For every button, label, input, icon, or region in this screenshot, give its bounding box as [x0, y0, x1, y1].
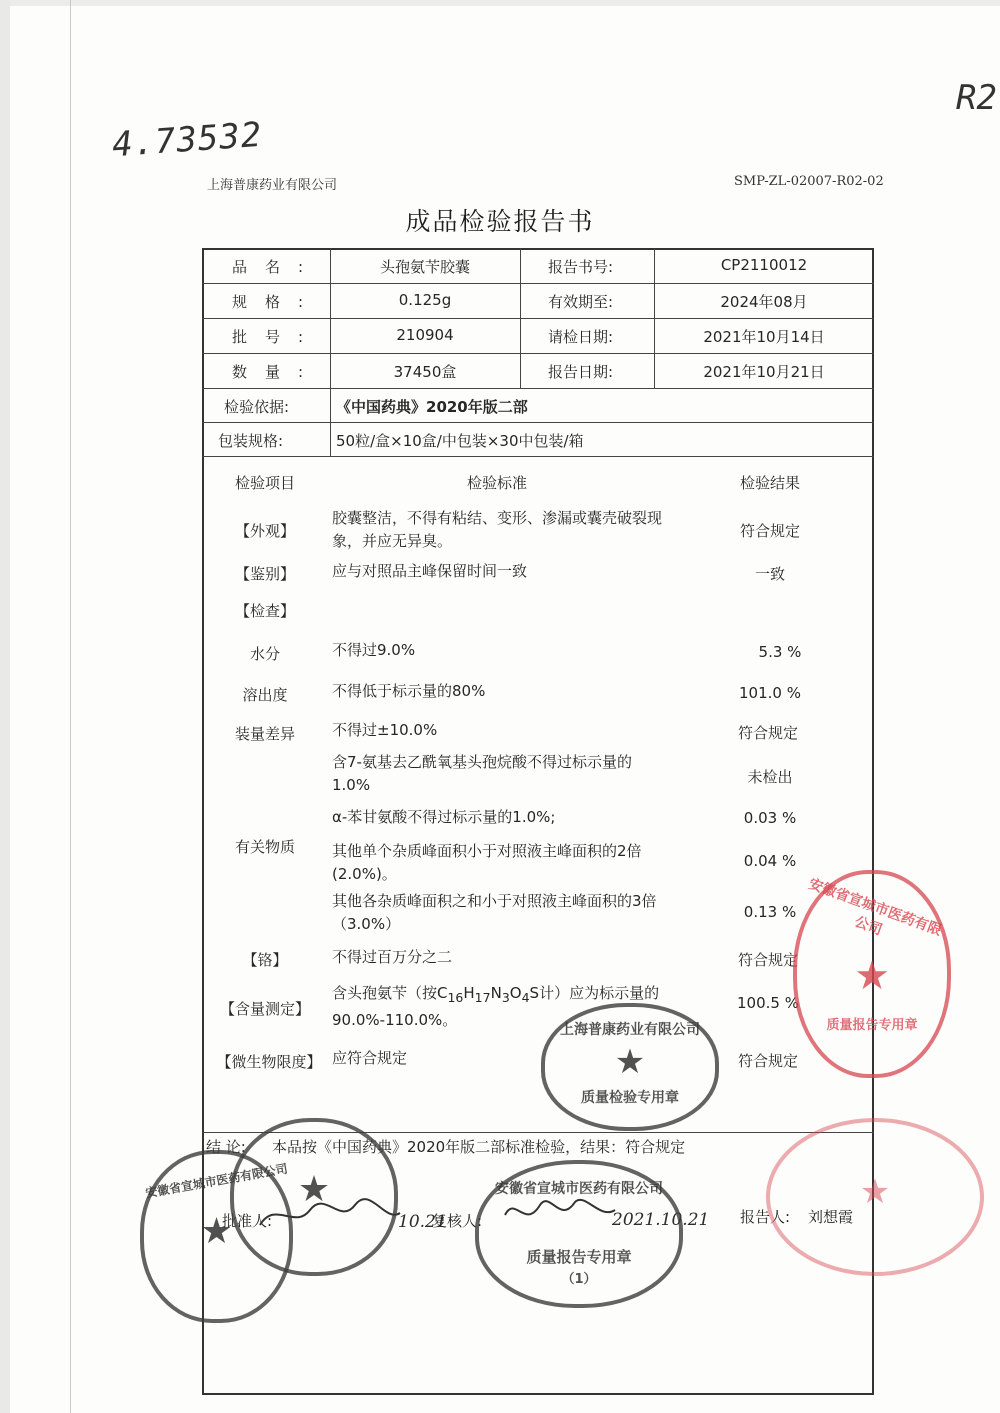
grid-line	[202, 388, 874, 389]
qc-stamp-purpose: 质量检验专用章	[581, 1090, 679, 1106]
red-stamp-company: 安徽省宣城市医药有限公司	[806, 876, 944, 940]
test-result-chromium: 符合规定	[737, 951, 798, 969]
request-date-value: 2021年10月14日	[703, 328, 825, 346]
document-number: SMP-ZL-02007-R02-02	[734, 174, 884, 189]
report-date-value: 2021年10月21日	[703, 363, 825, 381]
test-item-related-substances: 有关物质	[234, 838, 295, 856]
lower-left-stamp-company: 安徽省宣城市医药有限公司	[144, 1161, 289, 1201]
batch-value: 210904	[396, 326, 454, 344]
assay-standard-suffix: 计）应为标示量的90.0%-110.0%。	[332, 984, 660, 1029]
test-item-identification: 【鉴别】	[234, 565, 295, 583]
report-date-label: 报告日期:	[548, 363, 614, 381]
grid-line	[202, 353, 874, 354]
test-standard-related-3: 其他单个杂质峰面积小于对照液主峰面积的2倍(2.0%)。	[332, 842, 642, 883]
handwritten-number: 4.73532	[110, 114, 264, 166]
grid-line	[202, 283, 874, 284]
packaging-value: 50粒/盒×10盒/中包装×30中包装/箱	[336, 432, 584, 450]
test-result-related-3: 0.04 %	[743, 852, 797, 870]
test-result-fill-variation: 符合规定	[737, 724, 798, 742]
formula-c-count: 16	[447, 990, 464, 1005]
test-standard-assay: 含头孢氨苄（按$C_{16}H_{17}N_3O_4S$计）应为标示量的90.0%-110.0%。	[332, 984, 660, 1029]
grid-line	[520, 248, 521, 388]
test-result-identification: 一致	[754, 565, 785, 583]
qc-stamp-company: 上海普康药业有限公司	[560, 1022, 700, 1038]
star-icon: ★	[859, 1172, 891, 1212]
test-item-chromium: 【铬】	[242, 951, 288, 969]
scan-edge-top	[0, 0, 1000, 6]
lower-left-overlap-stamp	[230, 1118, 398, 1276]
test-result-related-2: 0.03 %	[743, 809, 797, 827]
company-name: 上海普康药业有限公司	[207, 178, 338, 193]
lower-right-faint-stamp	[766, 1118, 984, 1276]
validity-value: 2024年08月	[720, 293, 808, 311]
star-icon: ★	[297, 1169, 331, 1210]
test-item-check: 【检查】	[234, 602, 295, 620]
spec-label: 规格:	[232, 293, 322, 311]
test-item-microbial: 【微生物限度】	[216, 1053, 322, 1071]
test-standard-related-2: α-苯甘氨酸不得过标示量的1.0%;	[332, 808, 556, 826]
grid-line	[330, 248, 331, 456]
test-standard-water: 不得过9.0%	[332, 641, 416, 659]
test-item-fill-variation: 装量差异	[234, 725, 295, 743]
test-standard-microbial: 应符合规定	[332, 1049, 408, 1067]
batch-label: 批号:	[232, 328, 322, 346]
test-result-related-1: 未检出	[747, 768, 793, 786]
report-no-value: CP2110012	[720, 256, 808, 274]
test-item-appearance: 【外观】	[234, 522, 295, 540]
test-item-assay: 【含量测定】	[219, 1000, 310, 1018]
formula-n-count: 3	[501, 990, 510, 1005]
tests-header-standard: 检验标准	[466, 474, 527, 492]
star-icon: ★	[200, 1211, 233, 1252]
formula-o-count: 4	[521, 990, 530, 1005]
tests-header-result: 检验结果	[739, 474, 800, 492]
report-no-label: 报告书号:	[548, 258, 614, 276]
basis-value: 《中国药典》2020年版二部	[336, 398, 528, 416]
xuancheng-report-stamp	[475, 1160, 683, 1308]
assay-standard-prefix: 含头孢氨苄（按C	[332, 984, 448, 1002]
company-qc-stamp	[541, 1003, 719, 1131]
test-result-water: 5.3 %	[758, 643, 802, 661]
test-result-related-4: 0.13 %	[743, 903, 797, 921]
red-stamp-purpose: 质量报告专用章	[826, 1018, 918, 1033]
xuancheng-stamp-purpose: 质量报告专用章	[526, 1248, 632, 1266]
approver-label: 批准人:	[222, 1212, 273, 1230]
test-standard-dissolution: 不得低于标示量的80%	[332, 682, 486, 700]
red-quality-report-stamp	[793, 870, 951, 1078]
grid-line	[202, 318, 874, 319]
grid-line	[202, 456, 874, 457]
conclusion-label: 结 论:	[206, 1138, 246, 1156]
basis-label: 检验依据:	[224, 398, 290, 416]
request-date-label: 请检日期:	[548, 328, 614, 346]
reviewer-date: 2021.10.21	[612, 1210, 710, 1230]
star-icon: ★	[614, 1042, 646, 1082]
handwritten-corner-mark: R2	[956, 78, 997, 118]
test-result-appearance: 符合规定	[739, 522, 800, 540]
test-standard-fill-variation: 不得过±10.0%	[332, 721, 438, 739]
page-title: 成品检验报告书	[405, 207, 595, 236]
test-item-water: 水分	[249, 645, 280, 663]
test-item-dissolution: 溶出度	[242, 686, 288, 704]
grid-line	[202, 422, 874, 423]
test-standard-related-4: 其他各杂质峰面积之和小于对照液主峰面积的3倍（3.0%）	[332, 892, 657, 933]
quantity-value: 37450盒	[393, 363, 457, 381]
xuancheng-stamp-company: 安徽省宣城市医药有限公司	[495, 1181, 663, 1197]
reporter-label: 报告人:	[740, 1208, 791, 1226]
test-result-microbial: 符合规定	[737, 1052, 798, 1070]
test-result-assay: 100.5 %	[737, 994, 799, 1012]
validity-label: 有效期至:	[548, 293, 614, 311]
formula-h-count: 17	[474, 990, 491, 1005]
reporter-name: 刘想霞	[808, 1208, 854, 1226]
product-value: 头孢氨苄胶囊	[379, 258, 470, 276]
tests-header-item: 检验项目	[234, 474, 295, 492]
test-standard-chromium: 不得过百万分之二	[332, 948, 453, 966]
test-standard-related-1: 含7-氨基去乙酰氧基头孢烷酸不得过标示量的1.0%	[332, 753, 632, 794]
product-label: 品名:	[232, 258, 322, 276]
test-standard-identification: 应与对照品主峰保留时间一致	[332, 562, 528, 580]
conclusion-text: 本品按《中国药典》2020年版二部标准检验，结果：符合规定	[272, 1138, 686, 1156]
formula-s: S	[529, 984, 540, 1002]
xuancheng-stamp-number: （1）	[561, 1272, 597, 1287]
reviewer-label: 复核人:	[432, 1212, 483, 1230]
quantity-label: 数量:	[232, 363, 322, 381]
spec-value: 0.125g	[398, 291, 452, 309]
test-standard-appearance: 胶囊整洁，不得有粘结、变形、渗漏或囊壳破裂现象，并应无异臭。	[332, 509, 663, 550]
test-result-dissolution: 101.0 %	[739, 684, 801, 702]
approver-date: 10.21	[398, 1212, 447, 1232]
packaging-label: 包装规格:	[218, 432, 284, 450]
star-icon: ★	[854, 953, 890, 999]
